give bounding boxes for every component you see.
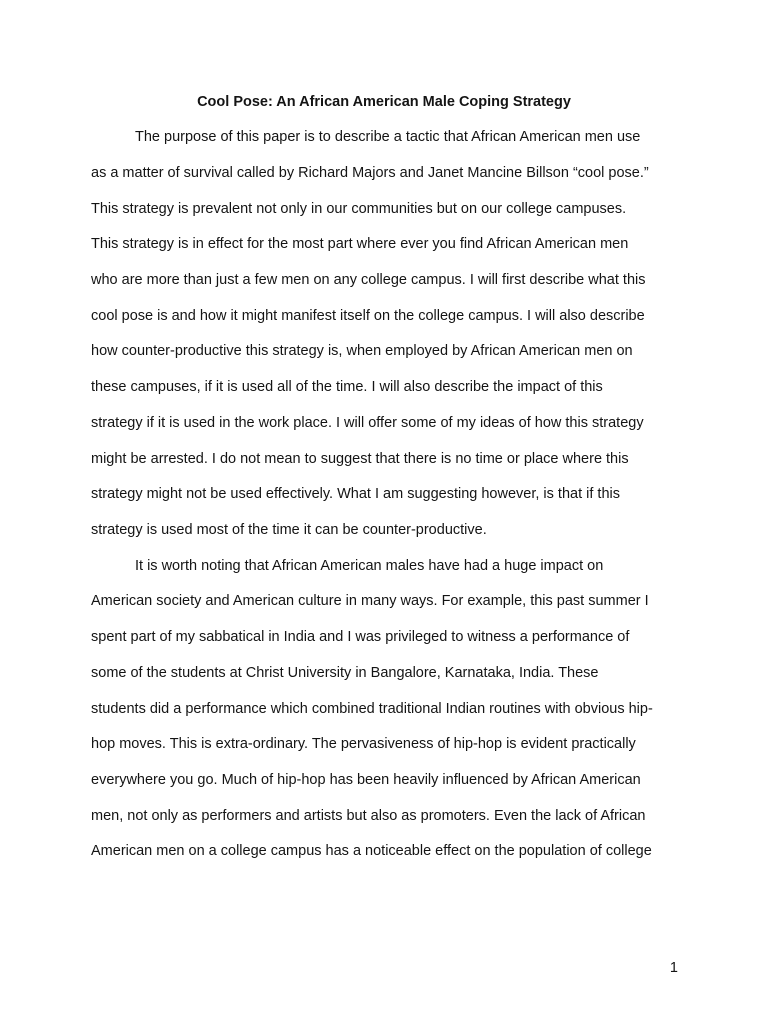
paragraph-1-line-11: strategy might not be used effectively. What I am suggesting however, is that if this: [91, 486, 620, 502]
paragraph-1-line-12: strategy is used most of the time it can be counter-productive.: [91, 522, 487, 538]
paragraph-2-line-2: American society and American culture in many ways. For example, this past summer I: [91, 593, 649, 609]
paragraph-2-line-9: American men on a college campus has a noticeable effect on the population of college: [91, 843, 652, 859]
paragraph-1-line-10: might be arrested. I do not mean to suggest that there is no time or place where this: [91, 451, 629, 467]
paragraph-2-line-4: some of the students at Christ University in Bangalore, Karnataka, India. These: [91, 665, 599, 681]
paragraph-1-line-7: how counter-productive this strategy is, when employed by African American men on: [91, 343, 633, 359]
paragraph-1-line-4: This strategy is in effect for the most part where ever you find African American men: [91, 236, 629, 252]
paragraph-2-line-8: men, not only as performers and artists but also as promoters. Even the lack of African: [91, 808, 646, 824]
paragraph-1-line-6: cool pose is and how it might manifest itself on the college campus. I will also describe: [91, 308, 645, 324]
paragraph-1-line-2: as a matter of survival called by Richard Majors and Janet Mancine Billson “cool pose.”: [91, 165, 649, 181]
paragraph-1-line-9: strategy if it is used in the work place. I will offer some of my ideas of how this strategy: [91, 415, 644, 431]
paragraph-2-line-6: hop moves. This is extra-ordinary. The pervasiveness of hip-hop is evident practically: [91, 736, 636, 752]
paragraph-1-line-3: This strategy is prevalent not only in our communities but on our college campuses.: [91, 201, 627, 217]
paragraph-1-line-5: who are more than just a few men on any college campus. I will first describe what this: [91, 272, 646, 288]
page-number: 1: [669, 960, 678, 976]
paragraph-2-line-1: It is worth noting that African American males have had a huge impact on: [135, 558, 604, 574]
document-title: Cool Pose: An African American Male Coping Strategy: [197, 94, 571, 110]
paragraph-2-line-5: students did a performance which combined traditional Indian routines with obvious hip-: [91, 701, 653, 717]
paragraph-2-line-7: everywhere you go. Much of hip-hop has been heavily influenced by African American: [91, 772, 641, 788]
paragraph-2-line-3: spent part of my sabbatical in India and I was privileged to witness a performance of: [91, 629, 630, 645]
paragraph-1-line-8: these campuses, if it is used all of the time. I will also describe the impact of this: [91, 379, 603, 395]
paragraph-1-line-1: The purpose of this paper is to describe a tactic that African American men use: [135, 129, 641, 145]
